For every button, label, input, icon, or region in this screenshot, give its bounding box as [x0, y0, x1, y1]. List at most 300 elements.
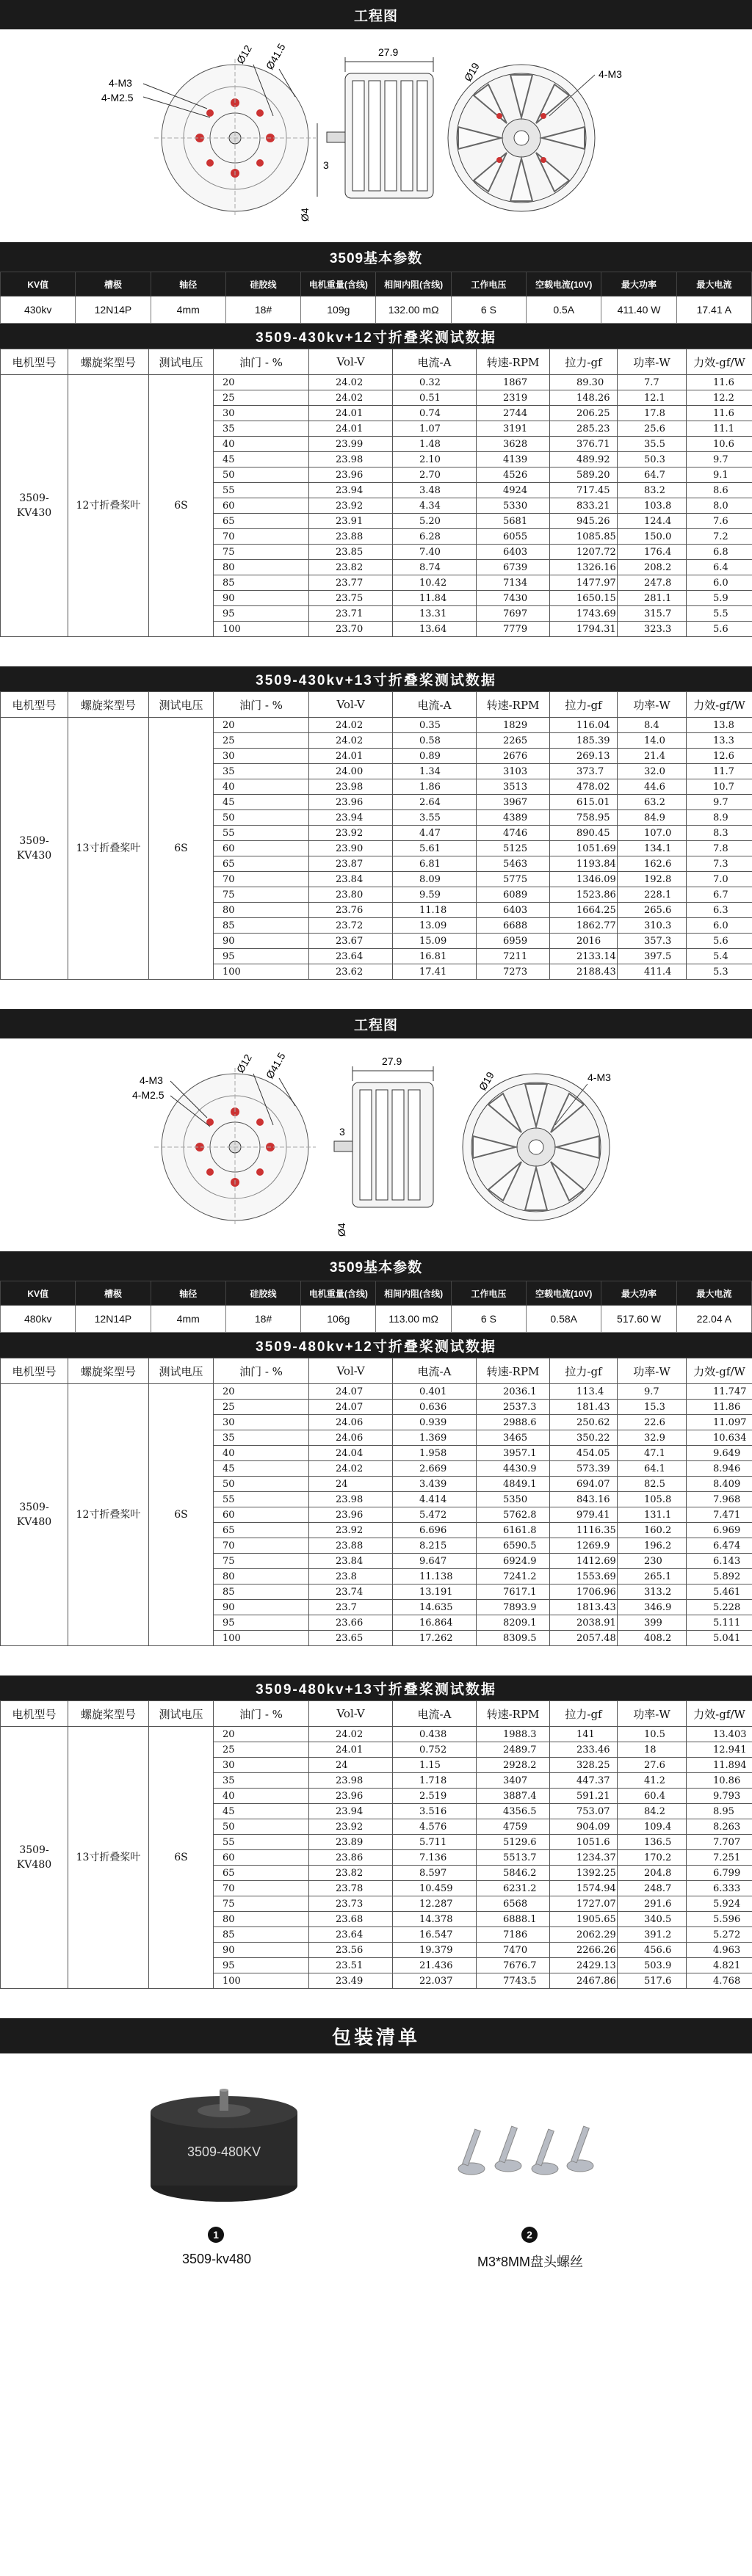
table-cell: 1813.43 — [550, 1600, 618, 1615]
table-cell: 5681 — [477, 514, 550, 529]
table-cell: 85 — [214, 1584, 309, 1600]
table-cell: 23.92 — [309, 498, 393, 514]
table-cell: 5125 — [477, 841, 550, 856]
table-cell: 391.2 — [618, 1927, 687, 1943]
table-cell: 9.59 — [393, 887, 477, 903]
table-cell: 7697 — [477, 606, 550, 622]
pv-shaft: 4mm — [151, 296, 225, 324]
motor-model-cell: 3509-KV480 — [1, 1727, 68, 1989]
th-efficiency: 力效-gf/W — [687, 1358, 752, 1384]
table-cell: 84.9 — [618, 810, 687, 826]
th-power: 功率-W — [618, 692, 687, 718]
test-table-title-4: 3509-480kv+13寸折叠桨测试数据 — [0, 1676, 752, 1700]
label-h3: 3 — [323, 159, 329, 171]
side-view — [317, 57, 433, 198]
table-cell: 64.1 — [618, 1461, 687, 1477]
table-cell: 20 — [214, 1384, 309, 1400]
table-cell: 230 — [618, 1554, 687, 1569]
screws-photo — [449, 2123, 596, 2189]
test-table-header — [1, 1701, 752, 1727]
table-cell: 20 — [214, 1727, 309, 1742]
test-voltage-cell: 6S — [149, 1384, 214, 1646]
table-cell: 411.4 — [618, 964, 687, 980]
label-d4: Ø4 — [299, 208, 311, 222]
pv-maxcurrent: 22.04 A — [676, 1306, 751, 1333]
table-cell: 75 — [214, 1896, 309, 1912]
th-current: 电流-A — [393, 1701, 477, 1727]
label-w279-2: 27.9 — [382, 1055, 402, 1067]
table-cell: 2.64 — [393, 795, 477, 810]
table-cell: 979.41 — [550, 1507, 618, 1523]
table-cell: 9.649 — [687, 1446, 752, 1461]
table-cell: 2.10 — [393, 452, 477, 467]
params-title-480: 3509基本参数 — [0, 1251, 752, 1281]
table-cell: 50 — [214, 1819, 309, 1835]
table-row — [1, 1727, 752, 1742]
table-cell: 3967 — [477, 795, 550, 810]
item-label-motor: 3509-kv480 — [181, 2252, 252, 2266]
table-cell: 23.98 — [309, 452, 393, 467]
table-cell: 8.4 — [618, 718, 687, 733]
table-cell: 7.3 — [687, 856, 752, 872]
table-cell: 30 — [214, 1758, 309, 1773]
table-cell: 2038.91 — [550, 1615, 618, 1631]
table-cell: 0.32 — [393, 375, 477, 390]
table-cell: 23.89 — [309, 1835, 393, 1850]
table-cell: 23.90 — [309, 841, 393, 856]
table-cell: 9.793 — [687, 1789, 752, 1804]
th-voltage: 测试电压 — [149, 1701, 214, 1727]
table-cell: 2036.1 — [477, 1384, 550, 1400]
test-voltage-cell: 6S — [149, 375, 214, 637]
table-cell: 10.7 — [687, 779, 752, 795]
th-thrust: 拉力-gf — [550, 349, 618, 375]
table-cell: 3.439 — [393, 1477, 477, 1492]
test-table-header — [1, 692, 752, 718]
table-cell: 6089 — [477, 887, 550, 903]
table-cell: 55 — [214, 826, 309, 841]
table-cell: 5.041 — [687, 1631, 752, 1646]
table-cell: 70 — [214, 872, 309, 887]
table-cell: 7.136 — [393, 1850, 477, 1866]
table-cell: 21.436 — [393, 1958, 477, 1973]
ph-wire: 硅胶线 — [225, 272, 300, 296]
table-cell: 315.7 — [618, 606, 687, 622]
table-cell: 8.09 — [393, 872, 477, 887]
table-cell: 196.2 — [618, 1538, 687, 1554]
item-number-1: 1 — [208, 2227, 224, 2243]
table-cell: 30 — [214, 1415, 309, 1430]
table-cell: 162.6 — [618, 856, 687, 872]
table-cell: 456.6 — [618, 1943, 687, 1958]
motor-model-cell: 3509-KV480 — [1, 1384, 68, 1646]
table-cell: 357.3 — [618, 934, 687, 949]
table-cell: 13.31 — [393, 606, 477, 622]
table-cell: 41.2 — [618, 1773, 687, 1789]
table-cell: 23.68 — [309, 1912, 393, 1927]
table-cell: 89.30 — [550, 375, 618, 390]
ph-weight: 电机重量(含线) — [301, 1281, 376, 1306]
table-cell: 1269.9 — [550, 1538, 618, 1554]
table-cell: 6568 — [477, 1896, 550, 1912]
th-rpm: 转速-RPM — [477, 1701, 550, 1727]
table-cell: 40 — [214, 1446, 309, 1461]
table-cell: 7.251 — [687, 1850, 752, 1866]
params-table-430 — [0, 272, 752, 324]
table-cell: 1727.07 — [550, 1896, 618, 1912]
propeller-cell: 12寸折叠桨叶 — [68, 1384, 149, 1646]
table-cell: 6888.1 — [477, 1912, 550, 1927]
pv-maxcurrent: 17.41 A — [676, 296, 751, 324]
table-cell: 23.96 — [309, 467, 393, 483]
table-cell: 70 — [214, 1538, 309, 1554]
table-cell: 1412.69 — [550, 1554, 618, 1569]
table-cell: 503.9 — [618, 1958, 687, 1973]
params-header-row — [1, 1281, 752, 1306]
table-cell: 6231.2 — [477, 1881, 550, 1896]
table-cell: 19.379 — [393, 1943, 477, 1958]
table-cell: 5.3 — [687, 964, 752, 980]
ph-resist: 相间内阻(含线) — [376, 272, 451, 296]
table-cell: 3887.4 — [477, 1789, 550, 1804]
table-cell: 4849.1 — [477, 1477, 550, 1492]
table-cell: 24.01 — [309, 1742, 393, 1758]
table-cell: 7676.7 — [477, 1958, 550, 1973]
back-view — [448, 65, 595, 211]
table-cell: 890.45 — [550, 826, 618, 841]
table-cell: 2489.7 — [477, 1742, 550, 1758]
table-cell: 5.924 — [687, 1896, 752, 1912]
table-cell: 8209.1 — [477, 1615, 550, 1631]
table-cell: 1.15 — [393, 1758, 477, 1773]
table-cell: 80 — [214, 903, 309, 918]
label-d4-2: Ø4 — [336, 1223, 347, 1237]
th-current: 电流-A — [393, 1358, 477, 1384]
th-prop: 螺旋桨型号 — [68, 349, 149, 375]
table-cell: 6.143 — [687, 1554, 752, 1569]
th-voltage: 测试电压 — [149, 692, 214, 718]
drawing-title-1: 工程图 — [0, 0, 752, 29]
table-cell: 131.1 — [618, 1507, 687, 1523]
th-vol: Vol-V — [309, 692, 393, 718]
table-cell: 7430 — [477, 591, 550, 606]
table-cell: 4.768 — [687, 1973, 752, 1989]
table-cell: 204.8 — [618, 1866, 687, 1881]
table-cell: 6.333 — [687, 1881, 752, 1896]
table-cell: 397.5 — [618, 949, 687, 964]
table-cell: 5.472 — [393, 1507, 477, 1523]
drawing-title-2: 工程图 — [0, 1009, 752, 1038]
table-cell: 7743.5 — [477, 1973, 550, 1989]
table-cell: 35 — [214, 421, 309, 437]
params-title-430: 3509基本参数 — [0, 242, 752, 272]
engineering-drawing-2 — [0, 1038, 752, 1251]
table-cell: 23.99 — [309, 437, 393, 452]
table-cell: 35 — [214, 1773, 309, 1789]
propeller-cell: 13寸折叠桨叶 — [68, 1727, 149, 1989]
table-cell: 83.2 — [618, 483, 687, 498]
table-cell: 2188.43 — [550, 964, 618, 980]
table-cell: 192.8 — [618, 872, 687, 887]
table-cell: 11.84 — [393, 591, 477, 606]
test-table-2 — [0, 691, 752, 980]
table-cell: 7.6 — [687, 514, 752, 529]
label-d19-2: Ø19 — [476, 1069, 496, 1093]
test-table-header — [1, 349, 752, 375]
table-cell: 5.596 — [687, 1912, 752, 1927]
table-cell: 85 — [214, 918, 309, 934]
table-cell: 23.92 — [309, 1523, 393, 1538]
th-power: 功率-W — [618, 349, 687, 375]
table-cell: 23.74 — [309, 1584, 393, 1600]
table-cell: 64.7 — [618, 467, 687, 483]
table-cell: 5350 — [477, 1492, 550, 1507]
table-cell: 23.98 — [309, 1773, 393, 1789]
table-cell: 6590.5 — [477, 1538, 550, 1554]
front-view — [143, 59, 316, 217]
table-row — [1, 375, 752, 390]
table-cell: 2016 — [550, 934, 618, 949]
table-cell: 5463 — [477, 856, 550, 872]
table-cell: 23.96 — [309, 1789, 393, 1804]
table-cell: 124.4 — [618, 514, 687, 529]
table-cell: 753.07 — [550, 1804, 618, 1819]
table-cell: 23.64 — [309, 1927, 393, 1943]
table-cell: 5.6 — [687, 622, 752, 637]
table-cell: 1988.3 — [477, 1727, 550, 1742]
table-cell: 2057.48 — [550, 1631, 618, 1646]
table-cell: 4.576 — [393, 1819, 477, 1835]
table-cell: 265.1 — [618, 1569, 687, 1584]
table-cell: 6.474 — [687, 1538, 752, 1554]
table-cell: 95 — [214, 1615, 309, 1631]
pv-voltage: 6 S — [451, 1306, 526, 1333]
th-efficiency: 力效-gf/W — [687, 692, 752, 718]
th-vol: Vol-V — [309, 1701, 393, 1727]
table-cell: 2.669 — [393, 1461, 477, 1477]
table-cell: 1.958 — [393, 1446, 477, 1461]
table-cell: 5.6 — [687, 934, 752, 949]
table-cell: 25.6 — [618, 421, 687, 437]
table-cell: 1829 — [477, 718, 550, 733]
table-cell: 7134 — [477, 575, 550, 591]
th-vol: Vol-V — [309, 349, 393, 375]
ph-weight: 电机重量(含线) — [301, 272, 376, 296]
table-cell: 6.0 — [687, 575, 752, 591]
table-cell: 7.7 — [618, 375, 687, 390]
table-cell: 4526 — [477, 467, 550, 483]
table-cell: 758.95 — [550, 810, 618, 826]
table-cell: 265.6 — [618, 903, 687, 918]
table-cell: 44.6 — [618, 779, 687, 795]
table-cell: 9.647 — [393, 1554, 477, 1569]
th-throttle: 油门 - % — [214, 692, 309, 718]
item-label-screws: M3*8MM盘头螺丝 — [477, 2255, 583, 2269]
table-cell: 8.946 — [687, 1461, 752, 1477]
th-throttle: 油门 - % — [214, 1358, 309, 1384]
table-cell: 5.711 — [393, 1835, 477, 1850]
table-cell: 8.597 — [393, 1866, 477, 1881]
table-cell: 0.939 — [393, 1415, 477, 1430]
table-cell: 23.92 — [309, 1819, 393, 1835]
table-cell: 4759 — [477, 1819, 550, 1835]
test-voltage-cell: 6S — [149, 718, 214, 980]
table-cell: 23.94 — [309, 1804, 393, 1819]
table-cell: 25 — [214, 733, 309, 749]
table-cell: 16.547 — [393, 1927, 477, 1943]
table-cell: 2266.26 — [550, 1943, 618, 1958]
table-cell: 32.9 — [618, 1430, 687, 1446]
table-cell: 25 — [214, 1742, 309, 1758]
table-cell: 285.23 — [550, 421, 618, 437]
table-cell: 2744 — [477, 406, 550, 421]
table-cell: 84.2 — [618, 1804, 687, 1819]
table-cell: 23.72 — [309, 918, 393, 934]
table-cell: 13.191 — [393, 1584, 477, 1600]
table-cell: 12.6 — [687, 749, 752, 764]
table-cell: 11.1 — [687, 421, 752, 437]
label-4m25: 4-M2.5 — [101, 92, 134, 103]
pv-slot: 12N14P — [76, 296, 151, 324]
table-cell: 23.64 — [309, 949, 393, 964]
table-cell: 10.86 — [687, 1773, 752, 1789]
table-cell: 35.5 — [618, 437, 687, 452]
table-cell: 5.20 — [393, 514, 477, 529]
table-cell: 589.20 — [550, 467, 618, 483]
packing-list — [0, 2053, 752, 2296]
screw-icon — [458, 2126, 593, 2175]
table-cell: 113.4 — [550, 1384, 618, 1400]
table-cell: 2928.2 — [477, 1758, 550, 1773]
table-cell: 1553.69 — [550, 1569, 618, 1584]
table-cell: 45 — [214, 795, 309, 810]
table-cell: 15.09 — [393, 934, 477, 949]
th-throttle: 油门 - % — [214, 349, 309, 375]
table-cell: 35 — [214, 1430, 309, 1446]
table-cell: 23.82 — [309, 560, 393, 575]
table-cell: 22.6 — [618, 1415, 687, 1430]
table-cell: 517.6 — [618, 1973, 687, 1989]
table-cell: 23.49 — [309, 1973, 393, 1989]
pv-kv: 430kv — [1, 296, 76, 324]
table-cell: 23.71 — [309, 606, 393, 622]
table-cell: 0.74 — [393, 406, 477, 421]
table-cell: 5846.2 — [477, 1866, 550, 1881]
table-cell: 90 — [214, 591, 309, 606]
table-row — [1, 718, 752, 733]
table-cell: 24.02 — [309, 733, 393, 749]
table-cell: 17.262 — [393, 1631, 477, 1646]
table-cell: 100 — [214, 1631, 309, 1646]
params-table-480 — [0, 1281, 752, 1333]
ph-slot: 槽极 — [76, 272, 151, 296]
table-cell: 40 — [214, 437, 309, 452]
table-cell: 40 — [214, 1789, 309, 1804]
table-cell: 3957.1 — [477, 1446, 550, 1461]
table-cell: 0.636 — [393, 1400, 477, 1415]
table-cell: 60 — [214, 498, 309, 514]
table-cell: 2537.3 — [477, 1400, 550, 1415]
table-cell: 7.8 — [687, 841, 752, 856]
table-cell: 7.0 — [687, 872, 752, 887]
table-cell: 1.86 — [393, 779, 477, 795]
th-current: 电流-A — [393, 349, 477, 375]
table-cell: 1.718 — [393, 1773, 477, 1789]
table-cell: 4.963 — [687, 1943, 752, 1958]
pv-kv: 480kv — [1, 1306, 76, 1333]
table-cell: 250.62 — [550, 1415, 618, 1430]
table-cell: 2467.86 — [550, 1973, 618, 1989]
table-cell: 323.3 — [618, 622, 687, 637]
table-cell: 23.91 — [309, 514, 393, 529]
table-cell: 0.58 — [393, 733, 477, 749]
table-cell: 208.2 — [618, 560, 687, 575]
table-cell: 85 — [214, 575, 309, 591]
table-cell: 95 — [214, 606, 309, 622]
table-cell: 55 — [214, 483, 309, 498]
table-cell: 116.04 — [550, 718, 618, 733]
th-rpm: 转速-RPM — [477, 1358, 550, 1384]
table-cell: 10.459 — [393, 1881, 477, 1896]
table-cell: 11.097 — [687, 1415, 752, 1430]
pv-slot: 12N14P — [76, 1306, 151, 1333]
table-cell: 181.43 — [550, 1400, 618, 1415]
table-cell: 15.3 — [618, 1400, 687, 1415]
th-efficiency: 力效-gf/W — [687, 1701, 752, 1727]
table-cell: 5129.6 — [477, 1835, 550, 1850]
table-cell: 2265 — [477, 733, 550, 749]
th-voltage: 测试电压 — [149, 349, 214, 375]
table-cell: 573.39 — [550, 1461, 618, 1477]
table-cell: 6403 — [477, 903, 550, 918]
table-cell: 615.01 — [550, 795, 618, 810]
ph-maxpower: 最大功率 — [601, 272, 676, 296]
motor-photo — [136, 2075, 312, 2208]
ph-voltage: 工作电压 — [451, 272, 526, 296]
table-cell: 1193.84 — [550, 856, 618, 872]
table-cell: 12.2 — [687, 390, 752, 406]
table-cell: 6739 — [477, 560, 550, 575]
motor-drawing-svg-1 — [0, 29, 752, 242]
table-cell: 478.02 — [550, 779, 618, 795]
table-cell: 65 — [214, 1866, 309, 1881]
table-cell: 60 — [214, 1850, 309, 1866]
table-cell: 17.41 — [393, 964, 477, 980]
table-cell: 291.6 — [618, 1896, 687, 1912]
ph-slot: 槽极 — [76, 1281, 151, 1306]
table-cell: 141 — [550, 1727, 618, 1742]
table-cell: 13.403 — [687, 1727, 752, 1742]
table-cell: 12.287 — [393, 1896, 477, 1912]
table-cell: 5.228 — [687, 1600, 752, 1615]
ph-kv: KV值 — [1, 272, 76, 296]
table-cell: 8.95 — [687, 1804, 752, 1819]
test-table-3 — [0, 1358, 752, 1646]
table-cell: 70 — [214, 529, 309, 545]
table-cell: 8.409 — [687, 1477, 752, 1492]
table-cell: 24.06 — [309, 1415, 393, 1430]
pv-weight: 106g — [301, 1306, 376, 1333]
table-cell: 1234.37 — [550, 1850, 618, 1866]
th-thrust: 拉力-gf — [550, 1701, 618, 1727]
table-cell: 1392.25 — [550, 1866, 618, 1881]
table-cell: 1523.86 — [550, 887, 618, 903]
table-cell: 6.969 — [687, 1523, 752, 1538]
table-cell: 65 — [214, 514, 309, 529]
table-cell: 694.07 — [550, 1477, 618, 1492]
table-cell: 35 — [214, 764, 309, 779]
table-cell: 6688 — [477, 918, 550, 934]
